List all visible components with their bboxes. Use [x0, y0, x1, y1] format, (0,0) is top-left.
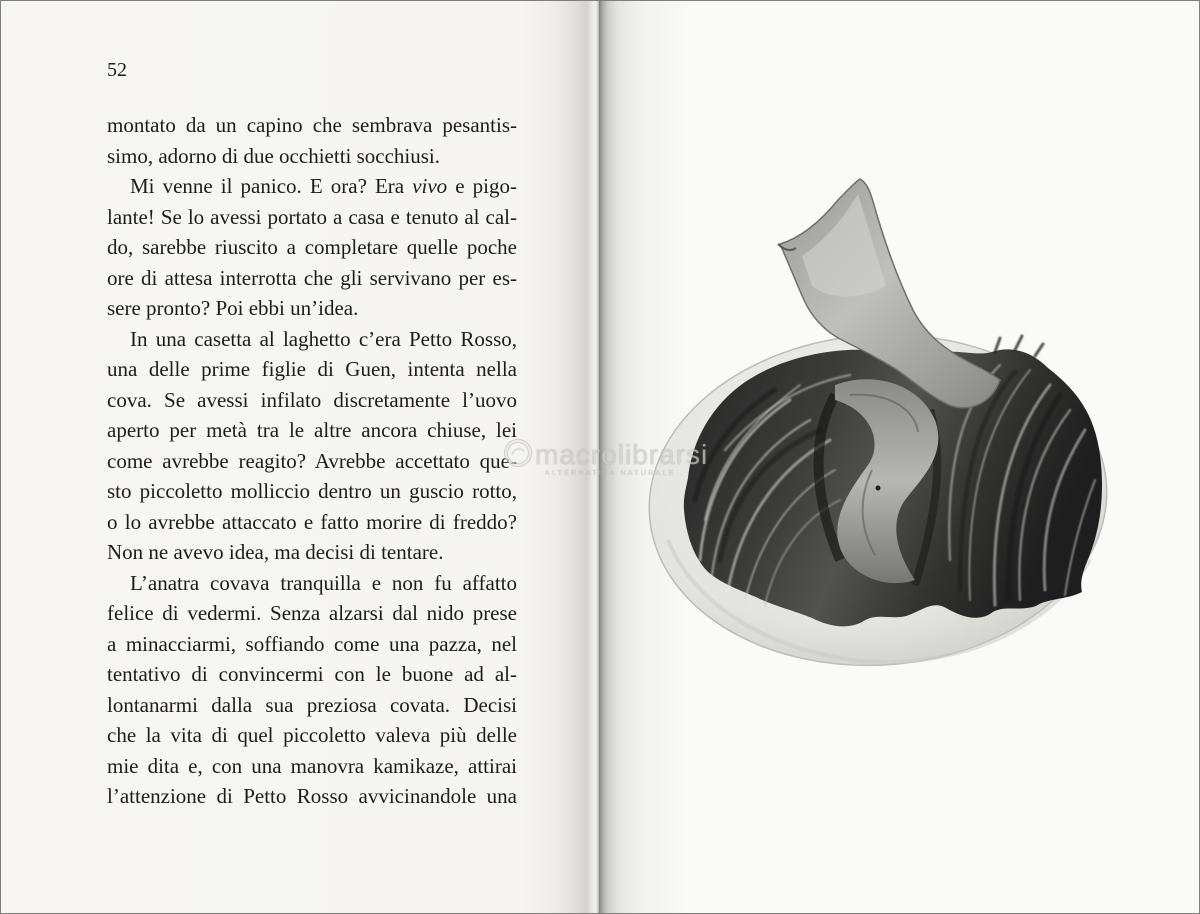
watermark-tagline: ALTERNATIVA NATURALE	[545, 470, 676, 477]
text-segment: e pigo-	[447, 174, 517, 198]
text-line: una delle prime figlie di Guen, intenta nella	[107, 357, 517, 381]
text-line: o lo avrebbe attaccato e fatto morire di freddo?	[107, 509, 517, 534]
text-line: aperto per metà tra le altre ancora chiuse, lei	[107, 418, 517, 442]
text-line: do, sarebbe riuscito a completare quelle poche	[107, 235, 517, 259]
text-line: ore di attesa interrotta che gli servivano per es-	[107, 265, 517, 290]
text-line: che la vita di quel piccoletto valeva più delle	[107, 723, 517, 747]
text-line: felice di vedermi. Senza alzarsi dal nido prese	[107, 601, 517, 625]
text-line: cova. Se avessi infilato discretamente l’uovo	[107, 387, 517, 412]
text-line: mie dita e, con una manovra kamikaze, attirai	[107, 753, 517, 778]
text-line: lante! Se lo avessi portato a casa e tenuto al cal-	[107, 204, 517, 229]
text-line: Non ne avevo idea, ma decisi di tentare.	[107, 540, 444, 564]
text-line: simo, adorno di due occhietti socchiusi.	[107, 143, 441, 168]
text-line: a minacciarmi, soffiando come una pazza, nel	[107, 631, 517, 656]
text-line	[107, 171, 517, 202]
page-number: 52	[107, 59, 127, 81]
text-column	[107, 110, 517, 812]
text-line: tentativo di convincermi con le buone ad al-	[107, 662, 517, 686]
text-line: In una casetta al laghetto c’era Petto Rosso,	[130, 326, 517, 351]
text-line: L’anatra covava tranquilla e non fu affatto	[130, 570, 517, 595]
text-line: sere pronto? Poi ebbi un’idea.	[107, 296, 359, 320]
left-page	[1, 1, 599, 913]
text-line: l’attenzione di Petto Rosso avvicinandole una	[107, 784, 517, 808]
italic-word: vivo	[412, 174, 448, 198]
text-line: montato da un capino che sembrava pesantis-	[107, 113, 517, 137]
chick-eye	[876, 486, 881, 491]
text-line: lontanarmi dalla sua preziosa covata. Decisi	[107, 692, 517, 717]
watermark-brand: macrolibrarsi	[535, 439, 709, 470]
text-line: sto piccoletto molliccio dentro un guscio rotto,	[107, 479, 517, 503]
right-page	[599, 1, 1199, 913]
text-line: come avrebbe reagito? Avrebbe accettato que-	[107, 448, 517, 473]
hatching-chick-illustration	[599, 1, 1199, 913]
text-segment: Mi venne il panico. E ora? Era	[130, 174, 413, 198]
